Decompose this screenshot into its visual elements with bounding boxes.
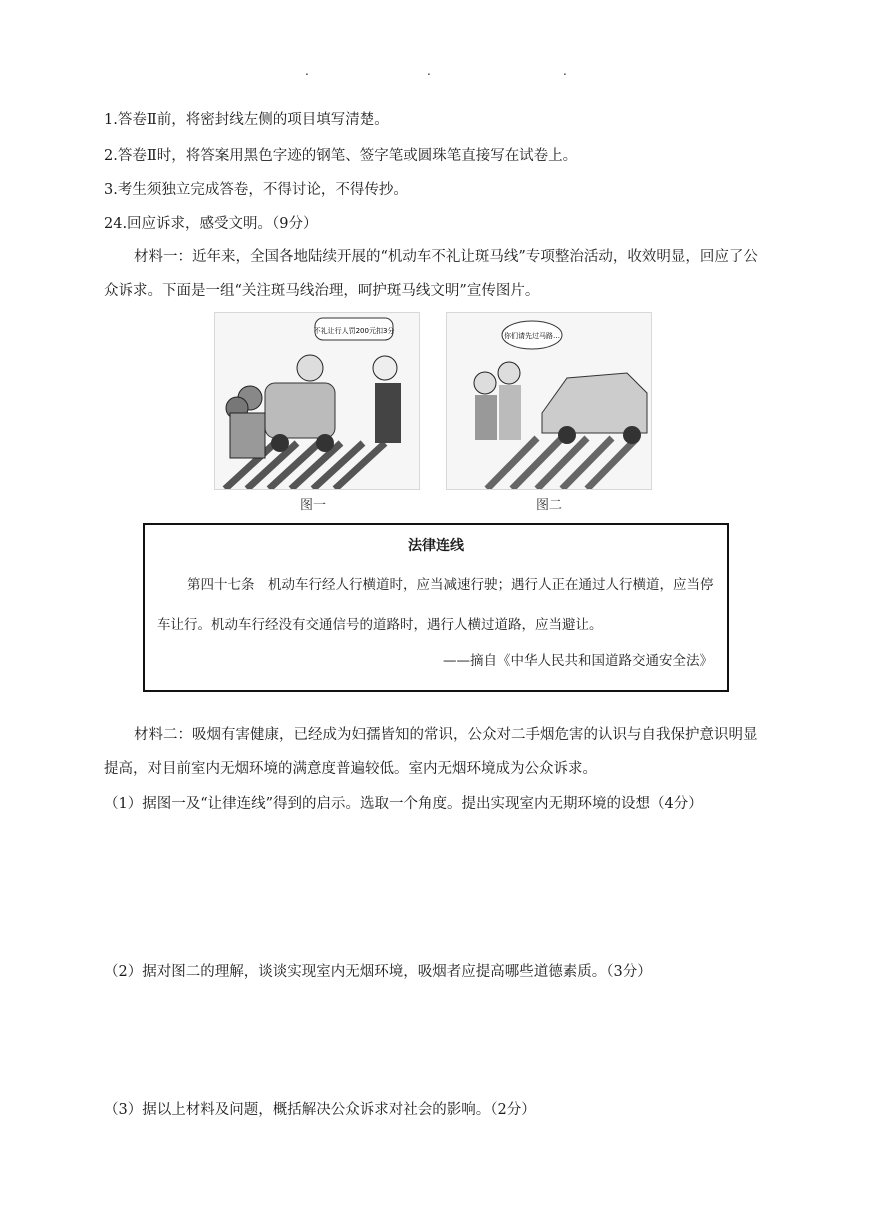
instruction-2: 2.答卷Ⅱ时，将答案用黑色字迹的钢笔、签字笔或圆珠笔直接写在试卷上。 [104, 148, 578, 164]
figure-two-bubble: 你们请先过马路… [504, 332, 560, 340]
figure-one-caption: 图一 [300, 498, 327, 513]
law-box-source: ——摘自《中华人民共和国道路交通安全法》 [443, 653, 713, 669]
sub-question-3: （3）据以上材料及问题，概括解决公众诉求对社会的影响。（2分） [104, 1102, 536, 1118]
figure-one-image [214, 312, 420, 490]
figure-one-bubble: 不礼让行人罚200元扣3分 [313, 327, 395, 335]
question-title: 24.回应诉求，感受文明。（9分） [104, 216, 318, 232]
instruction-3: 3.考生须独立完成答卷，不得讨论，不得传抄。 [104, 182, 408, 198]
header-marks [0, 64, 869, 76]
material-one: 材料一：近年来，全国各地陆续开展的“机动车不礼让斑马线”专项整治活动，收效明显，回应了公众诉求。下面是一组“关注斑马线治理，呵护斑马线文明”宣传图片。 [104, 249, 758, 299]
sub-question-1: （1）据图一及“让律连线”得到的启示。选取一个角度。提出实现室内无期环境的设想（4分） [104, 796, 703, 812]
figure-two-image [446, 312, 652, 490]
header-mark: . [427, 64, 431, 78]
header-mark: . [305, 64, 309, 78]
instruction-1: 1.答卷Ⅱ前，将密封线左侧的项目填写清楚。 [104, 112, 389, 128]
material-two: 材料二：吸烟有害健康，已经成为妇孺皆知的常识，公众对二手烟危害的认识与自我保护意识明显提高，对目前室内无烟环境的满意度普遍较低。室内无烟环境成为公众诉求。 [104, 727, 758, 777]
law-box-title: 法律连线 [408, 538, 464, 554]
figure-two-caption: 图二 [536, 498, 563, 513]
header-mark: . [563, 64, 567, 78]
law-box-text: 第四十七条 机动车行经人行横道时，应当减速行驶；遇行人正在通过人行横道，应当停车让行。机动车行经没有交通信号的道路时，遇行人横过道路，应当避让。 [157, 577, 714, 633]
law-box [143, 523, 729, 692]
sub-question-2: （2）据对图二的理解，谈谈实现室内无烟环境，吸烟者应提高哪些道德素质。（3分） [104, 964, 652, 980]
